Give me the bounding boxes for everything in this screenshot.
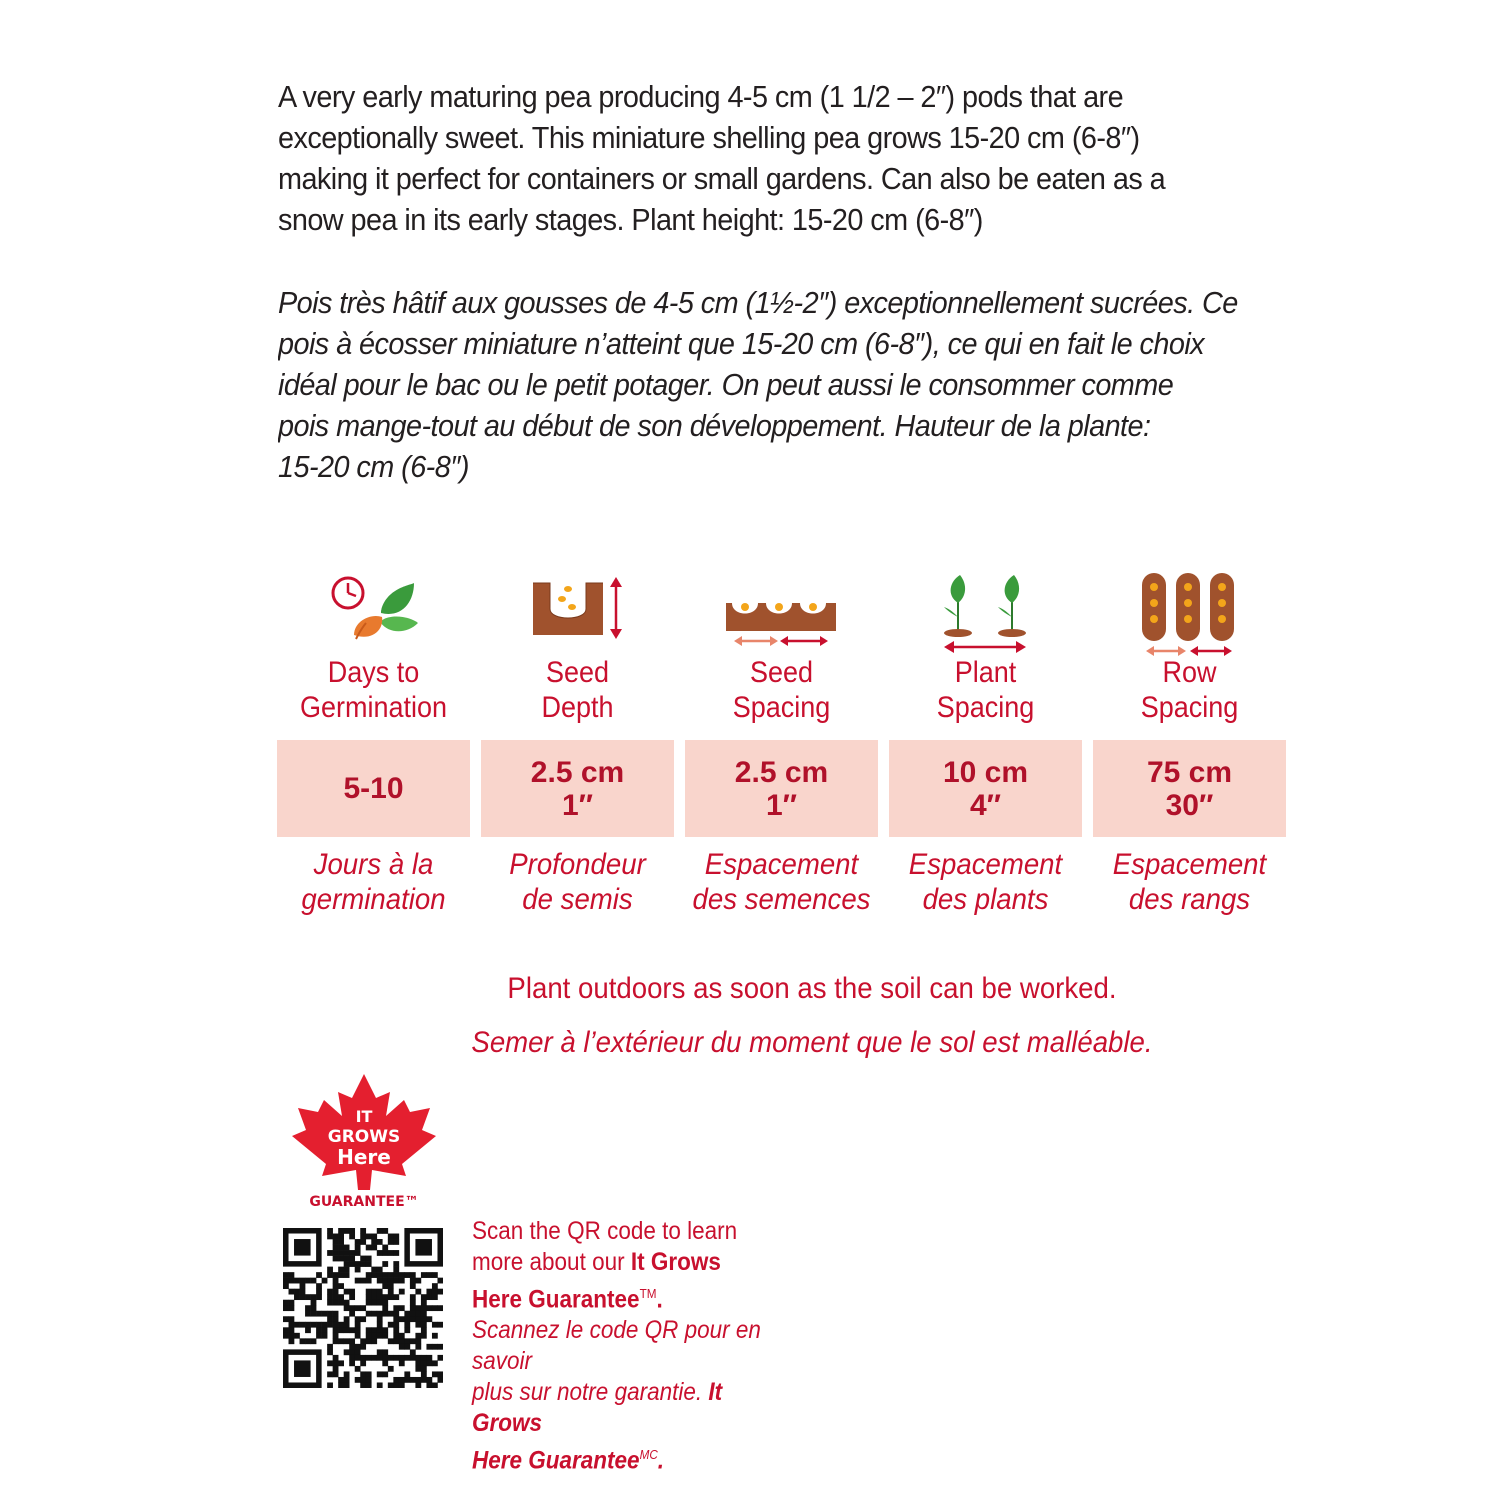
desc-en-line: A very early maturing pea producing 4-5 cm (1 1/2 – 2″) pods that are — [278, 79, 1124, 114]
column-germination — [277, 565, 470, 916]
value-days-to-germination: 5-10 — [277, 740, 470, 837]
column-seed-spacing — [685, 565, 878, 916]
clock-sprout-icon — [277, 565, 470, 655]
label-days-to-germination: Days to Germination — [299, 656, 448, 724]
desc-fr-line: idéal pour le bac ou le petit potager. On peut aussi le consommer comme — [278, 367, 1174, 402]
seed-depth-icon — [481, 565, 674, 655]
label-seed-spacing: Seed Spacing — [732, 656, 831, 724]
maple-leaf-icon — [286, 1072, 442, 1212]
label-espacement-plants: Espacement des plants — [908, 848, 1063, 916]
column-row-spacing — [1093, 565, 1286, 916]
row-spacing-icon — [1093, 565, 1286, 655]
badge-line1: IT — [355, 1107, 373, 1126]
desc-fr-line: pois à écosser miniature n’atteint que 15-20 cm (6-8″), ce qui en fait le choix — [278, 326, 1205, 361]
qr-code-icon — [283, 1228, 443, 1388]
badge-line2: GROWS — [327, 1127, 401, 1147]
desc-en-line: snow pea in its early stages. Plant height: 15-20 cm (6-8″) — [278, 202, 983, 237]
label-row-spacing: Row Spacing — [1140, 656, 1239, 724]
value-seed-depth: 2.5 cm 1″ — [481, 740, 674, 837]
desc-fr-line: pois mange-tout au début de son développement. Hauteur de la plante: — [278, 408, 1151, 443]
desc-en-line: making it perfect for containers or small gardens. Can also be eaten as a — [278, 161, 1166, 196]
planting-note-english: Plant outdoors as soon as the soil can be worked. — [507, 972, 1117, 1005]
plant-spacing-icon — [889, 565, 1082, 655]
column-plant-spacing — [889, 565, 1082, 916]
seed-spacing-icon — [685, 565, 878, 655]
value-row-spacing: 75 cm 30″ — [1093, 740, 1286, 837]
qr-code[interactable] — [283, 1228, 443, 1388]
label-plant-spacing: Plant Spacing — [936, 656, 1035, 724]
label-seed-depth: Seed Depth — [541, 656, 614, 724]
label-espacement-semences: Espacement des semences — [692, 848, 871, 916]
badge-line4: GUARANTEE™ — [309, 1194, 419, 1210]
qr-description: Scan the QR code to learn more about our It Grows Here Guarantee™. Scannez le code QR pour en savoir plus sur notre garantie. It Grows Here Guarantee$^{MC}$. — [472, 1217, 761, 1475]
desc-fr-line: Pois très hâtif aux gousses de 4-5 cm (1½-2″) exceptionnellement sucrées. Ce — [278, 285, 1238, 320]
value-plant-spacing: 10 cm 4″ — [889, 740, 1082, 837]
value-seed-spacing: 2.5 cm 1″ — [685, 740, 878, 837]
desc-fr-line: 15-20 cm (6-8″) — [278, 449, 469, 484]
planting-note-french: Semer à l’extérieur du moment que le sol est malléable. — [471, 1026, 1153, 1059]
column-seed-depth — [481, 565, 674, 916]
description-english — [278, 76, 1264, 240]
label-espacement-rangs: Espacement des rangs — [1112, 848, 1267, 916]
it-grows-here-badge — [286, 1072, 442, 1212]
label-jours-germination: Jours à la germination — [301, 848, 446, 916]
desc-en-line: exceptionally sweet. This miniature shelling pea grows 15-20 cm (6-8″) — [278, 120, 1140, 155]
description-french — [278, 282, 1292, 487]
badge-line3: Here — [337, 1145, 391, 1169]
label-profondeur-semis: Profondeur de semis — [509, 848, 646, 916]
